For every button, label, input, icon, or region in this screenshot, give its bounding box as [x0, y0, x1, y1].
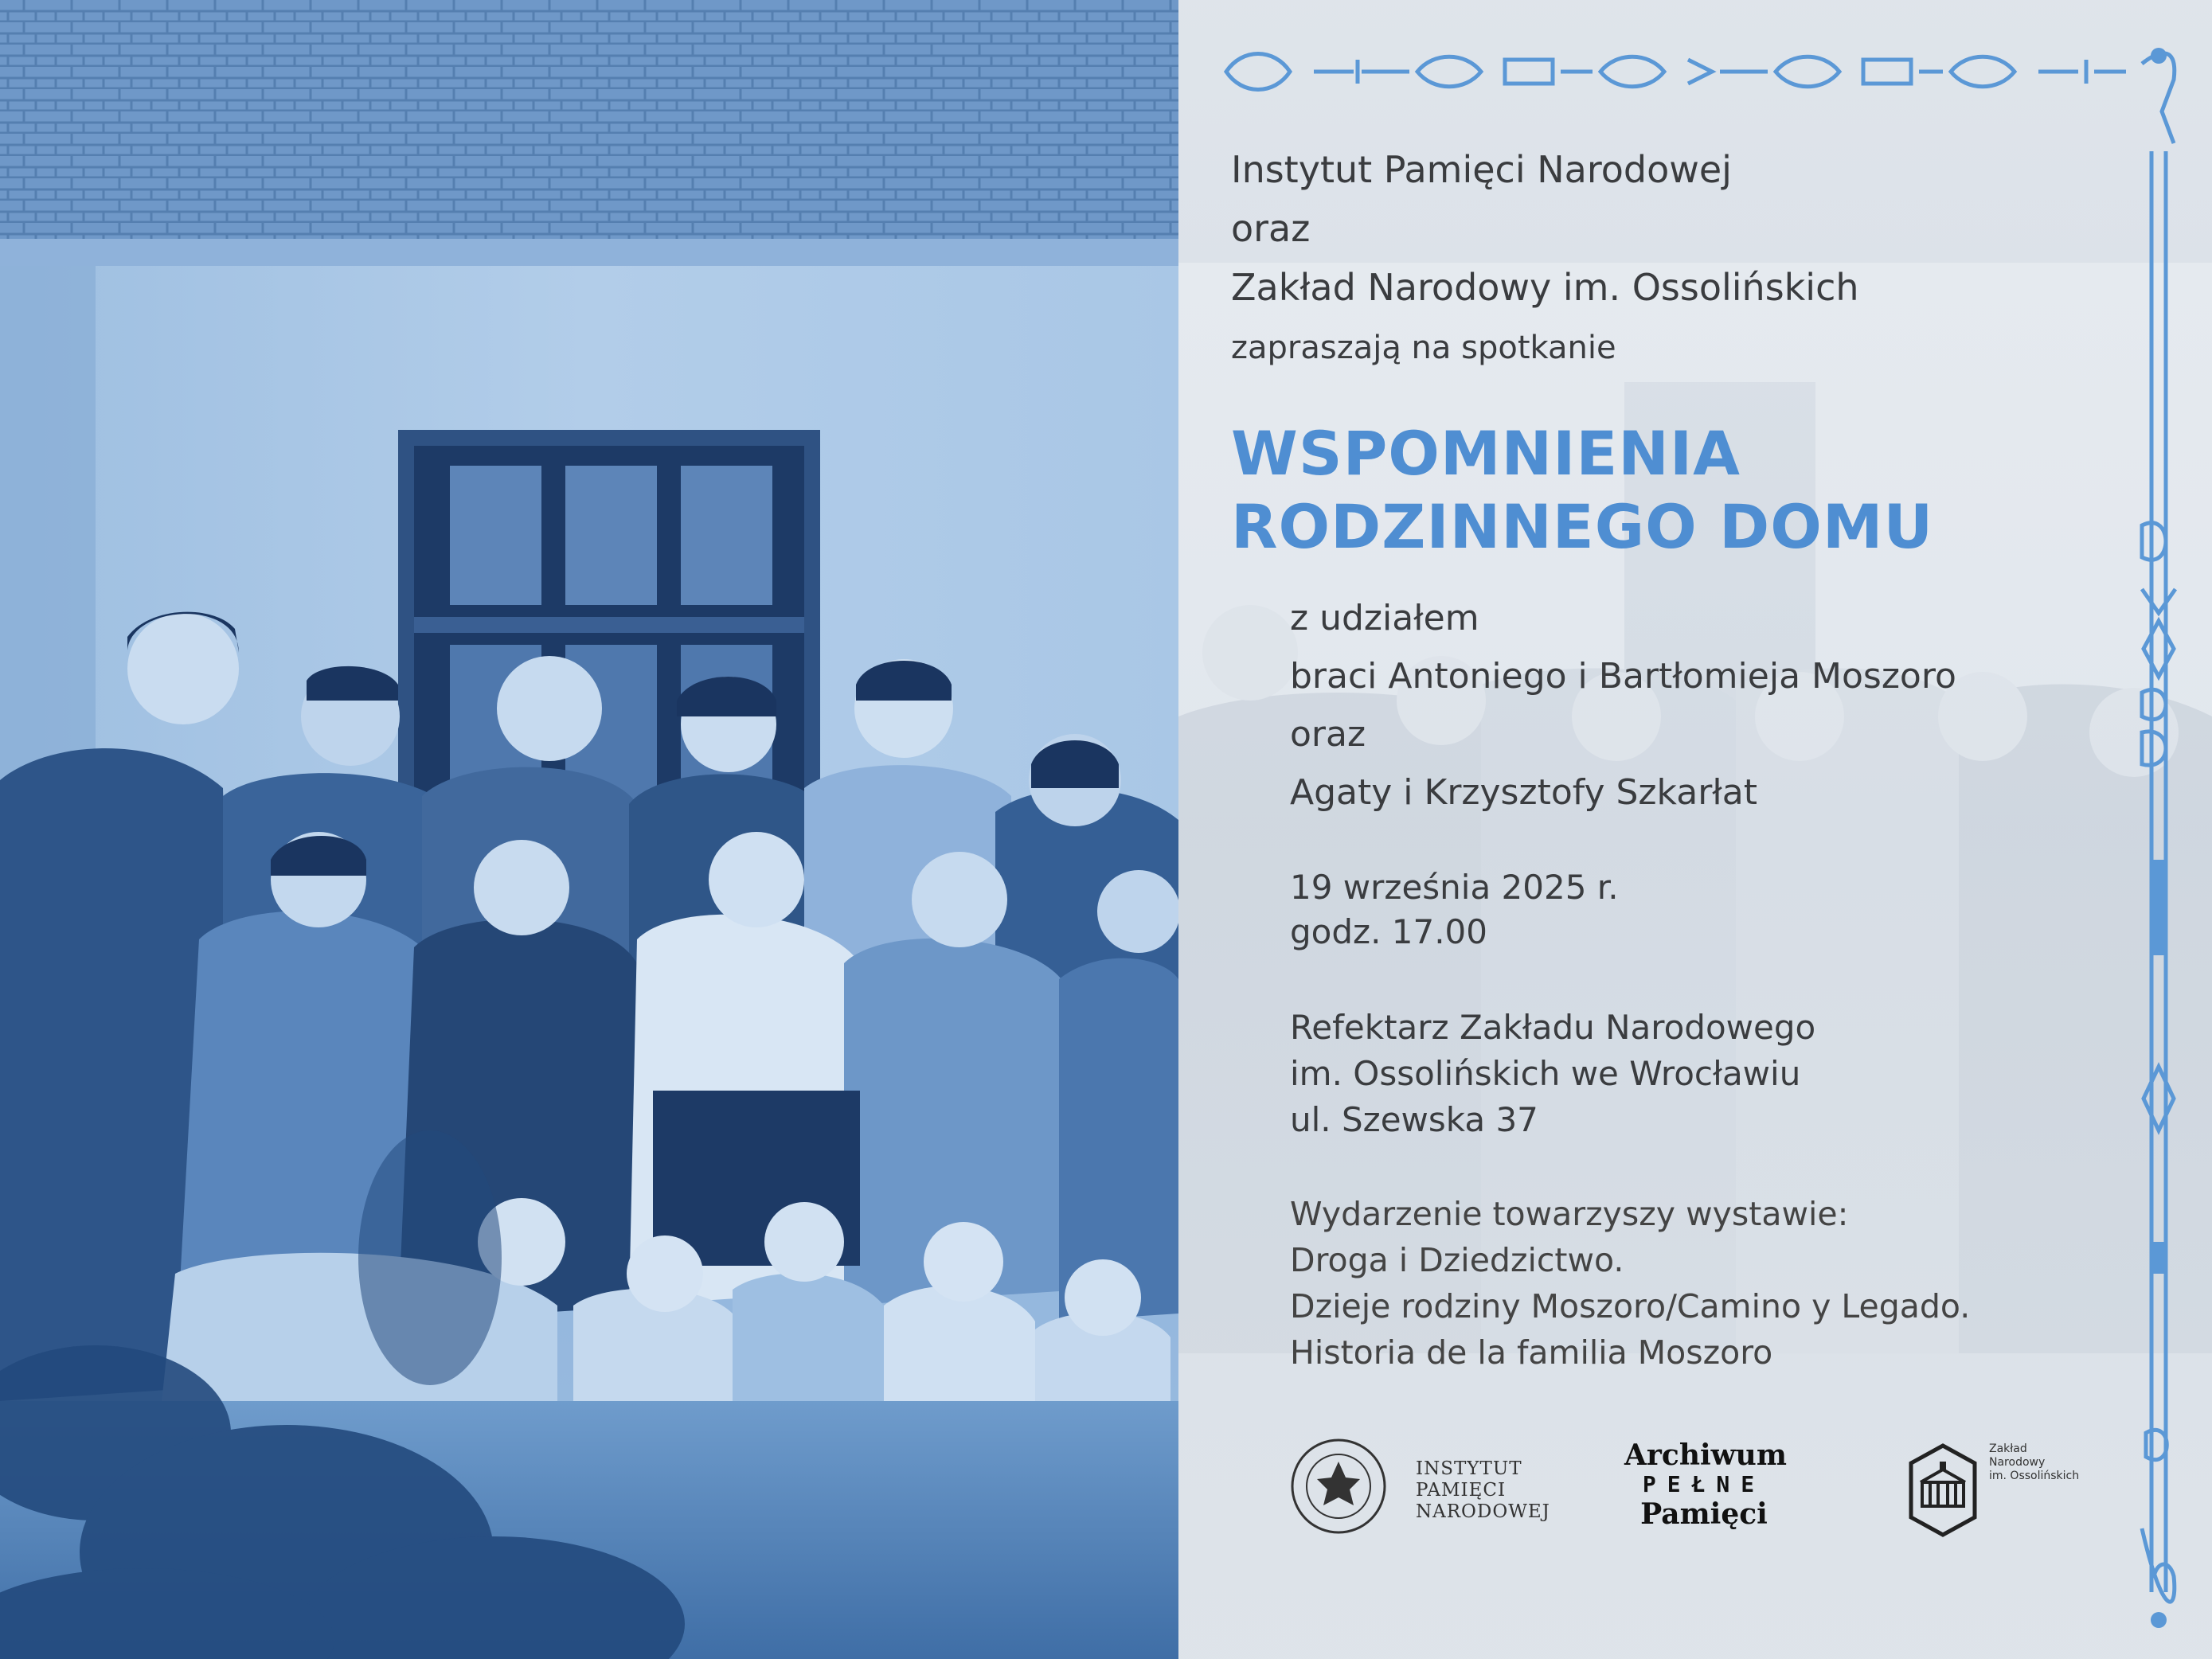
org-ossolineum: Zakład Narodowy im. Ossolińskich — [1231, 266, 1859, 309]
gutter — [0, 239, 1178, 266]
org-ipn: Instytut Pamięci Narodowej — [1231, 148, 1732, 191]
event-title-line2: RODZINNEGO DOMU — [1231, 491, 1934, 562]
guests-intro: z udziałem — [1290, 598, 1479, 638]
ipn-logo — [1290, 1438, 1577, 1533]
invite-text: zapraszają na spotkanie — [1231, 330, 1616, 366]
event-title-line1: WSPOMNIENIA — [1231, 418, 1741, 489]
guests-oraz: oraz — [1290, 714, 1366, 755]
archiwum-line3: Pamięci — [1640, 1497, 1768, 1531]
venue-line3: ul. Szewska 37 — [1290, 1100, 1538, 1139]
ossolineum-logo — [1903, 1442, 2110, 1538]
ossolineum-line3: im. Ossolińskich — [1989, 1470, 2080, 1482]
archiwum-line2: PEŁNE — [1642, 1471, 1766, 1497]
exhibition-line2: Droga i Dziedzictwo. — [1290, 1241, 1624, 1279]
archiwum-line1: Archiwum — [1624, 1438, 1787, 1472]
ossolineum-line2: Narodowy — [1989, 1456, 2046, 1469]
event-date: 19 września 2025 r. — [1290, 868, 1619, 907]
venue-line2: im. Ossolińskich we Wrocławiu — [1290, 1054, 1801, 1093]
ipn-logo-line3: NARODOWEJ — [1416, 1501, 1550, 1522]
ossolineum-line1: Zakład — [1989, 1442, 2027, 1455]
archiwum-logo — [1624, 1438, 1787, 1531]
roof — [0, 0, 1178, 255]
guests-line1: braci Antoniego i Bartłomieja Moszoro — [1290, 656, 1956, 697]
conjunction-oraz: oraz — [1231, 207, 1311, 250]
event-time: godz. 17.00 — [1290, 912, 1488, 951]
exhibition-line1: Wydarzenie towarzyszy wystawie: — [1290, 1195, 1849, 1233]
ipn-logo-line2: PAMIĘCI — [1416, 1480, 1507, 1501]
ossolineum-building-icon — [1903, 1442, 1983, 1538]
guests-line2: Agaty i Krzysztofy Szkarłat — [1290, 772, 1757, 813]
venue-line1: Refektarz Zakładu Narodowego — [1290, 1008, 1816, 1047]
ipn-logo-line1: INSTYTUT — [1416, 1458, 1522, 1479]
exhibition-line3: Dzieje rodziny Moszoro/Camino y Legado. — [1290, 1287, 1971, 1325]
ipn-seal-icon — [1290, 1438, 1387, 1535]
exhibition-line4: Historia de la familia Moszoro — [1290, 1333, 1773, 1372]
